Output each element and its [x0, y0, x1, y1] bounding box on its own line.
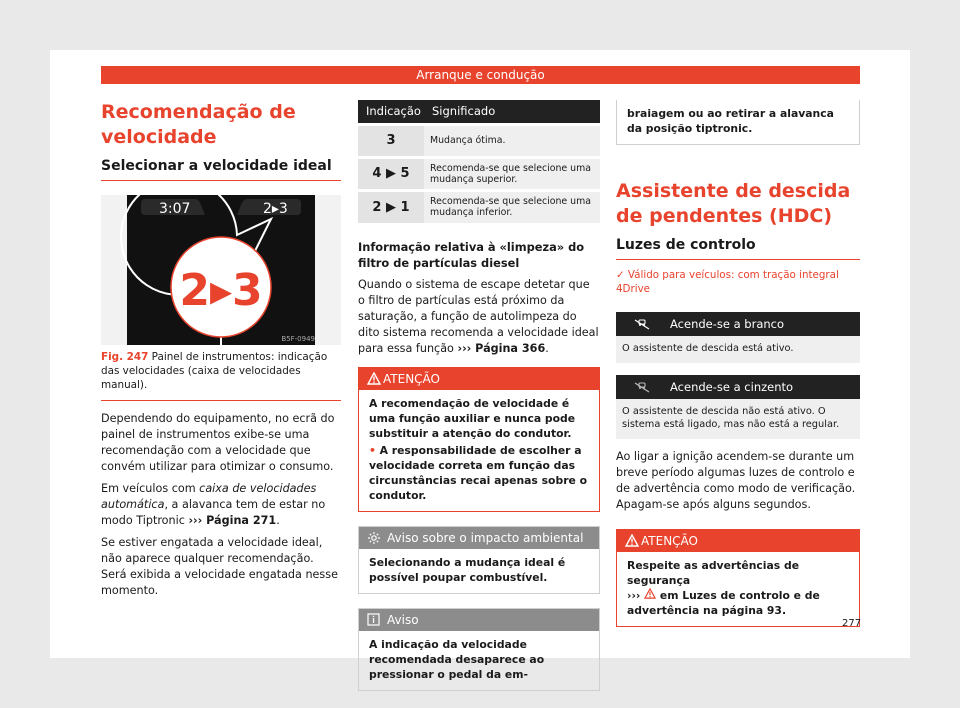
warning-bullet: [369, 443, 589, 503]
environment-header: [359, 527, 599, 549]
page-number: 277: [842, 618, 862, 629]
paragraph: [358, 277, 600, 357]
figure-code: B5F-0949: [281, 335, 315, 343]
column-1: [101, 100, 341, 599]
warning-text: Respeite as advertências de segurança: [627, 559, 800, 587]
text: .: [276, 514, 280, 527]
paragraph: [101, 481, 341, 529]
paragraph: Ao ligar a ignição acendem-se durante um breve período algumas luzes de controlo e de advertência como modo de verificação. Apagam-se após alguns segundos.: [616, 450, 856, 511]
table-cell: Recomenda-se que selecione uma mudança inferior.: [424, 190, 600, 223]
text: .: [545, 342, 549, 355]
figure-number: Fig. 247: [101, 351, 149, 363]
warning-title: ATENÇÃO: [641, 534, 698, 548]
warning-triangle-icon: [367, 372, 381, 385]
note-box: [358, 608, 600, 691]
note-title: Aviso: [387, 613, 419, 627]
warning-triangle-icon: [625, 534, 639, 547]
validity-text: Válido para veículos: com tração integral 4Drive: [616, 269, 839, 295]
table-header: Indicação: [358, 100, 424, 124]
table-header: Significado: [424, 100, 600, 124]
control-light-white-title: Acende-se a branco: [670, 317, 785, 331]
warning-box: [616, 529, 860, 627]
subheading: Informação relativa à «limpeza» do filtro de partículas diesel: [358, 240, 585, 270]
section-subtitle: Selecionar a velocidade ideal: [101, 158, 341, 181]
paragraph: Se estiver engatada a velocidade ideal, não aparece qualquer recomendação. Será exibida a velocidade engatada nesse momento.: [101, 536, 338, 597]
bullet-icon: •: [369, 444, 376, 457]
environment-box: [358, 526, 600, 594]
table-row: [358, 157, 600, 190]
hill-descent-icon: [634, 380, 650, 394]
link-arrows: ›››: [627, 589, 645, 602]
figure-caption-text: Painel de instrumentos: indicação das velocidades (caixa de velocidades manual).: [101, 351, 328, 391]
warning-header: [359, 368, 599, 390]
text: Quando o sistema de escape detetar que o filtro de partículas está próximo da saturação, a função de autolimpeza do dito sistema recomenda a velocidade ideal para essa função: [358, 278, 599, 355]
instrument-figure: [101, 195, 341, 345]
environment-title: Aviso sobre o impacto ambiental: [387, 531, 584, 545]
section-title: Assistente de descida de pendentes (HDC): [616, 180, 851, 227]
link-text: em Luzes de controlo e de advertência na página 93.: [627, 589, 820, 617]
control-light-gray-header: [616, 375, 860, 399]
section-subtitle: Luzes de controlo: [616, 237, 860, 260]
note-text-continued: braiagem ou ao retirar a alavanca da posição tiptronic.: [627, 107, 834, 135]
check-icon: ✓: [616, 269, 625, 281]
gear-small-readout: 2▸3: [263, 201, 288, 217]
italic-text: caixa de velocidades automática: [101, 482, 317, 511]
table-cell: Mudança ótima.: [424, 124, 600, 157]
warning-body: [359, 390, 599, 511]
indication-table: [358, 100, 600, 223]
warning-bullet-text: A responsabilidade de escolher a velocidade correta em função das circunstâncias recai apenas sobre o condutor.: [369, 444, 588, 502]
table-row: [358, 124, 600, 157]
warning-header: [617, 530, 859, 552]
leaf-icon: [367, 531, 381, 545]
figure-caption: [101, 350, 341, 401]
control-light-gray-text: O assistente de descida não está ativo. O sistema está ligado, mas não está a regular.: [616, 399, 860, 439]
column-3: [616, 100, 860, 627]
page-link[interactable]: ››› Página 271: [188, 514, 277, 527]
note-header: [359, 609, 599, 631]
control-light-gray-title: Acende-se a cinzento: [670, 380, 794, 394]
environment-text: Selecionando a mudança ideal é possível poupar combustível.: [369, 556, 566, 584]
table-cell-symbol: 3: [358, 124, 424, 157]
table-cell: Recomenda-se que selecione uma mudança superior.: [424, 157, 600, 190]
section-header: Arranque e condução: [101, 66, 860, 84]
warning-title: ATENÇÃO: [383, 372, 440, 386]
validity-note: [616, 268, 860, 296]
gear-recommendation-large: 2▸3: [179, 265, 263, 316]
warning-triangle-icon: [644, 588, 656, 599]
control-light-white-text: O assistente de descida está ativo.: [616, 336, 860, 363]
note-text: A indicação da velocidade recomendada desaparece ao pressionar o pedal da em-: [369, 638, 545, 681]
page-link[interactable]: ››› Página 366: [457, 342, 546, 355]
text: Em veículos com: [101, 482, 200, 495]
table-row: [358, 190, 600, 223]
note-box-continued: [616, 100, 860, 145]
clock-readout: 3:07: [159, 201, 191, 217]
hill-descent-icon: [634, 317, 650, 331]
warning-body: [617, 552, 859, 626]
paragraph: Dependendo do equipamento, no ecrã do painel de instrumentos exibe-se uma recomendação com a velocidade que convém utilizar para otimizar o consumo.: [101, 412, 335, 473]
warning-box: [358, 367, 600, 512]
table-cell-symbol: 4 ▶ 5: [358, 157, 424, 190]
text: , a alavanca tem de estar no modo Tiptronic: [101, 498, 326, 527]
warning-text: A recomendação de velocidade é uma função auxiliar e nunca pode substituir a atenção do condutor.: [369, 397, 576, 440]
instrument-panel-illustration: [101, 195, 341, 345]
control-light-white-header: [616, 312, 860, 336]
column-2: [358, 100, 600, 691]
warning-link[interactable]: [627, 588, 849, 618]
info-icon: [367, 613, 380, 626]
table-cell-symbol: 2 ▶ 1: [358, 190, 424, 223]
section-title: Recomendação de velocidade: [101, 101, 296, 148]
